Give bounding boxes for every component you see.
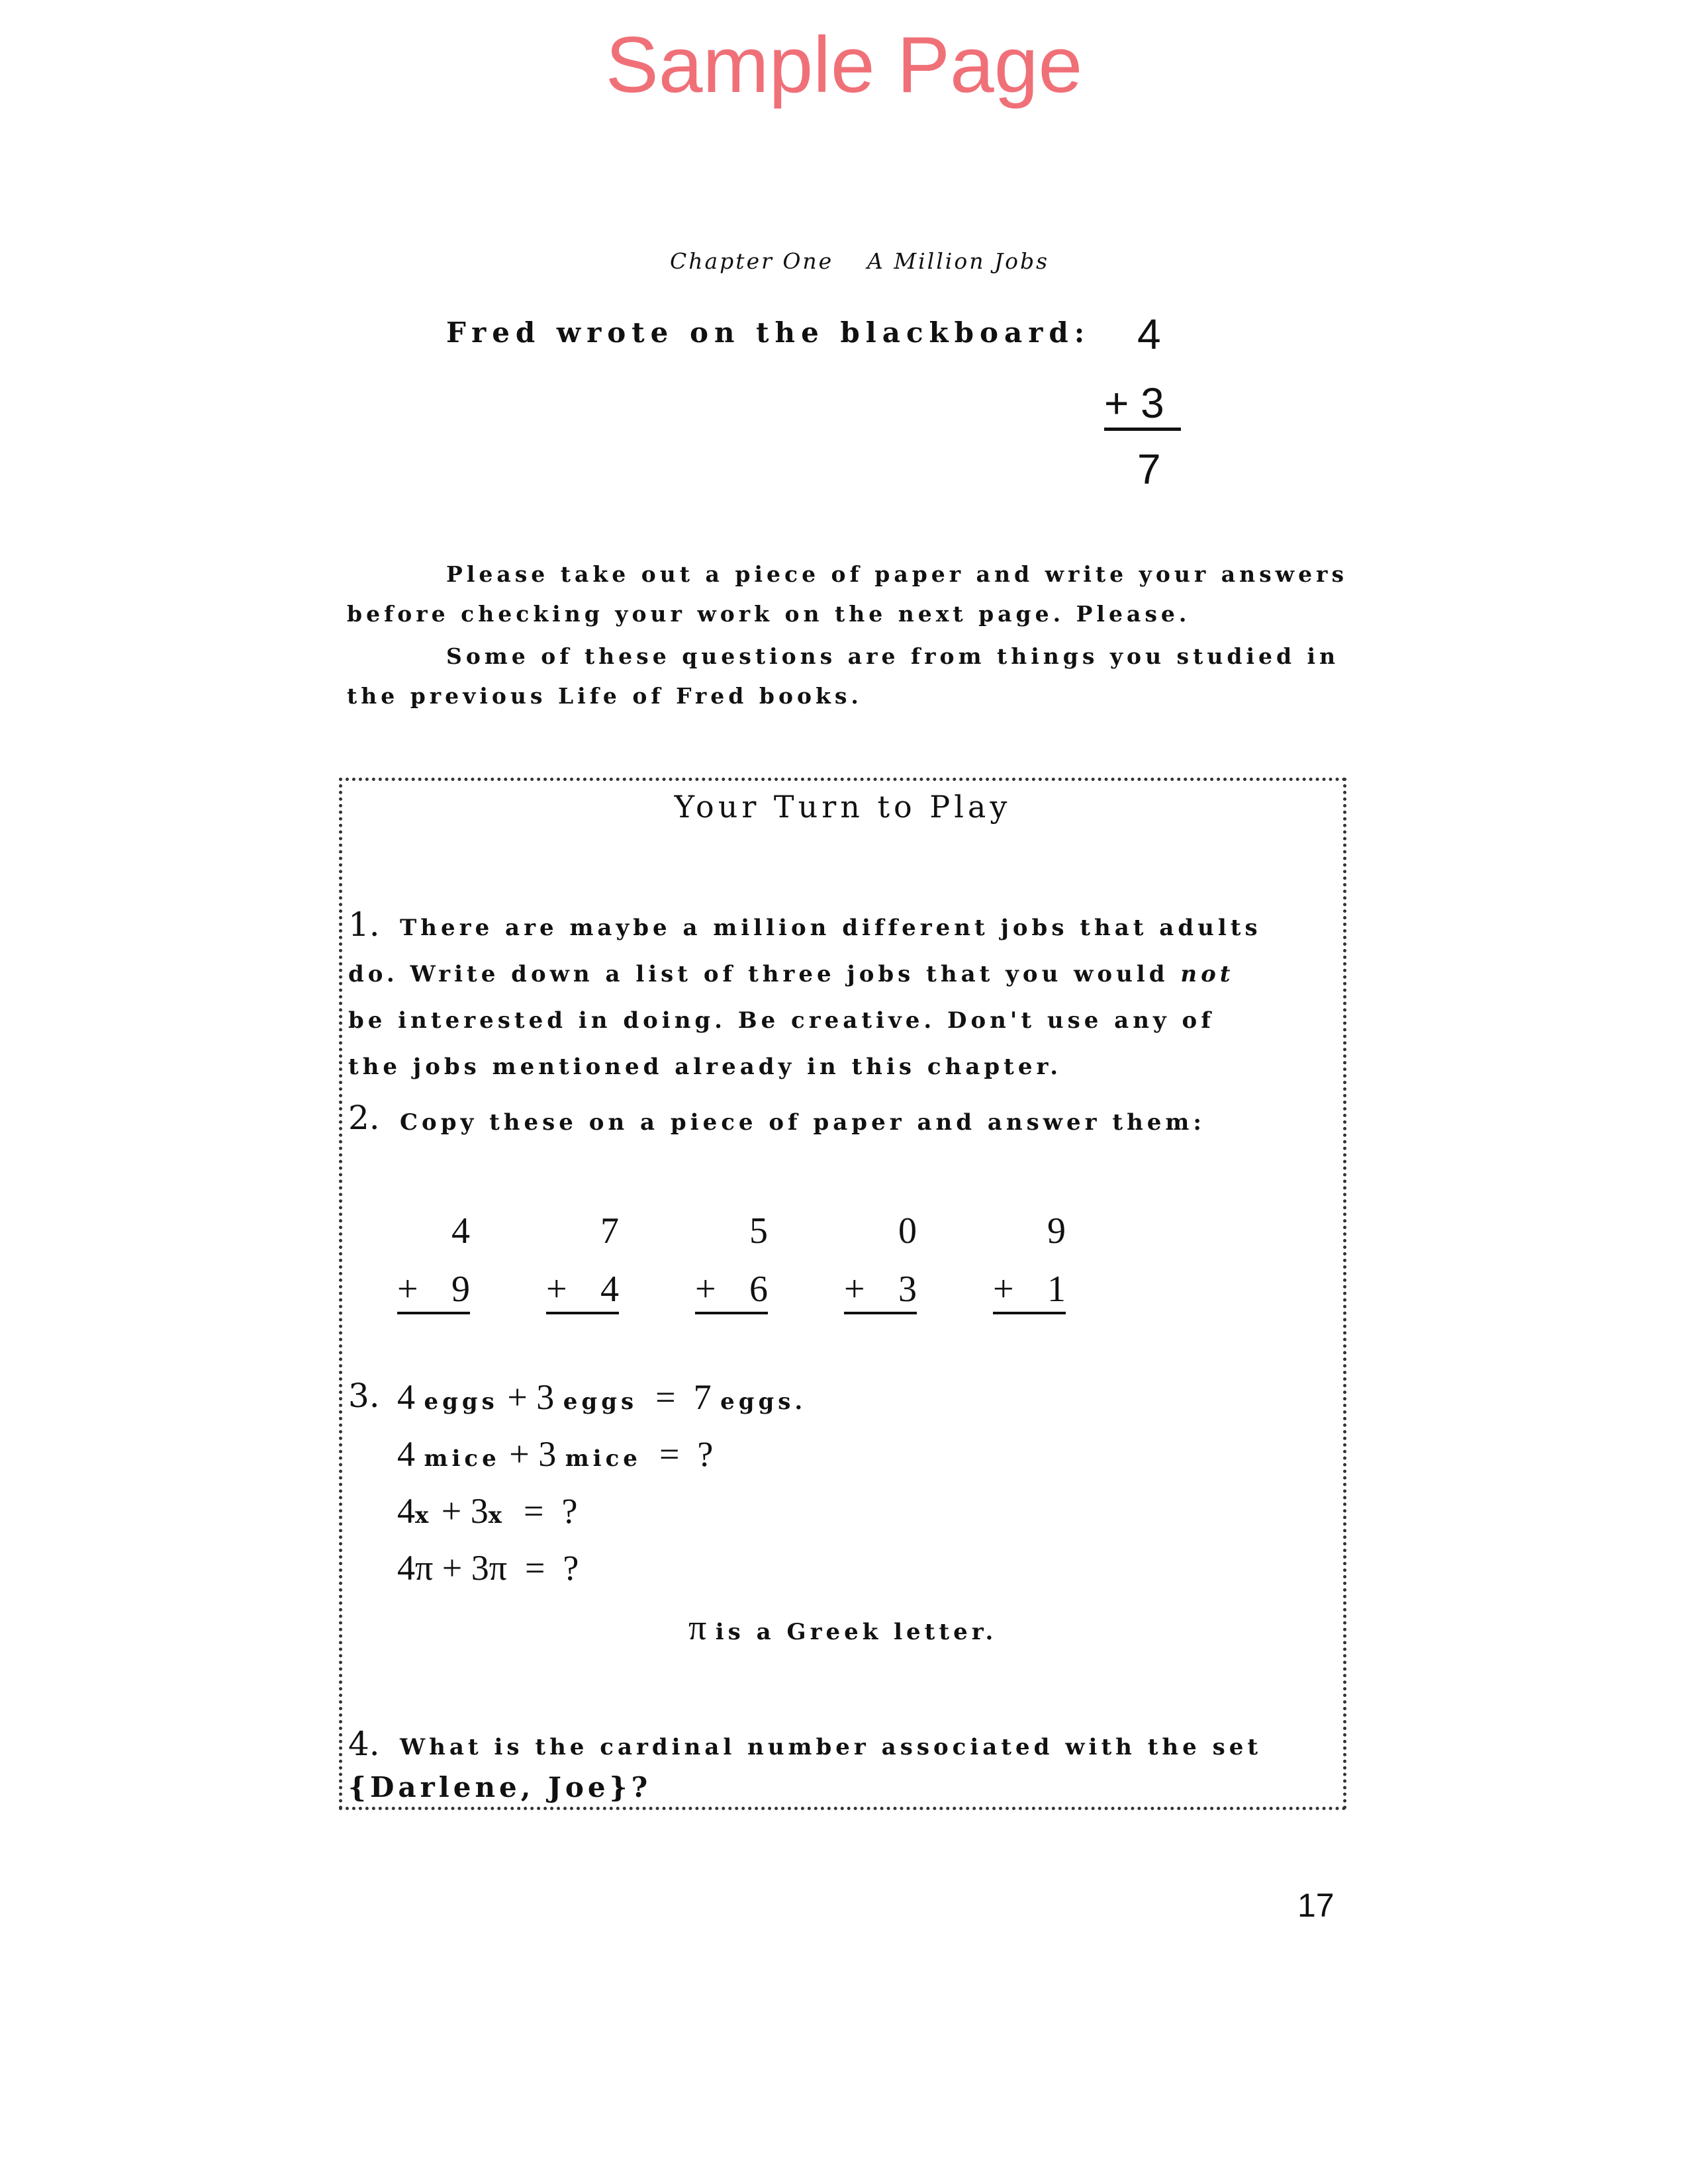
q3-number: 3. — [348, 1377, 380, 1415]
chapter-title: A Million Jobs — [867, 248, 1050, 274]
q3-eq3-a-var: x — [415, 1502, 433, 1529]
problem-5-addend: 1 — [1047, 1269, 1066, 1310]
q3-eq2-b: 3 — [538, 1434, 557, 1474]
q1-line-2 — [348, 961, 1234, 987]
q3-equation-4: 4π + 3π = ? — [397, 1548, 579, 1588]
box-title: Your Turn to Play — [674, 789, 1011, 825]
problem-3-top: 5 — [749, 1210, 768, 1251]
q1-line-1: There are maybe a million different jobs that adults — [400, 915, 1262, 941]
problem-4-bottom — [844, 1269, 917, 1314]
problem-5-bottom — [993, 1269, 1066, 1314]
intro-line-3: Some of these questions are from things you studied in — [446, 643, 1340, 669]
q3-eq3-b-var: x — [488, 1502, 506, 1529]
pi-note-text: is a Greek letter. — [715, 1619, 998, 1645]
q3-eq1-c-word: eggs. — [720, 1388, 807, 1415]
chapter-label: Chapter One — [670, 248, 834, 274]
q4-line-2: {Darlene, Joe}? — [348, 1771, 652, 1803]
q1-line-2-text: do. Write down a list of three jobs that you would — [348, 961, 1181, 987]
blackboard-addend: + 3 — [1104, 379, 1164, 427]
problem-2-top: 7 — [600, 1210, 619, 1251]
q4-number: 4. — [348, 1725, 380, 1763]
problem-4 — [844, 1211, 917, 1314]
q3-eq2-b-word: mice — [565, 1445, 641, 1472]
page-number: 17 — [1297, 1887, 1335, 1924]
problem-3 — [695, 1211, 768, 1314]
q3-eq1-plus: + — [507, 1377, 528, 1417]
q3-eq3-equals: = — [524, 1491, 544, 1531]
pi-symbol: π — [688, 1608, 707, 1647]
q3-eq2-a: 4 — [397, 1434, 415, 1474]
problem-2 — [546, 1211, 619, 1314]
q3-eq3-plus: + — [441, 1491, 462, 1531]
problem-5-top: 9 — [1047, 1210, 1066, 1251]
q3-eq1-equals: = — [655, 1377, 676, 1417]
problem-3-addend: 6 — [749, 1269, 768, 1310]
q3-eq1-c: 7 — [693, 1377, 712, 1417]
problem-4-addend: 3 — [898, 1269, 917, 1310]
q3-equation-3 — [397, 1490, 577, 1531]
q3-eq2-plus: + — [509, 1434, 530, 1474]
problem-3-op: + — [695, 1269, 716, 1310]
q3-eq2-c: ? — [697, 1434, 714, 1474]
q4-line-1: What is the cardinal number associated with the set — [400, 1734, 1262, 1760]
intro-line-2: before checking your work on the next page. Please. — [347, 601, 1191, 627]
blackboard-top-number: 4 — [1137, 310, 1161, 358]
sample-page-watermark: Sample Page — [605, 21, 1083, 109]
problem-3-bottom — [695, 1269, 768, 1314]
q1-line-3: be interested in doing. Be creative. Don't use any of — [348, 1007, 1215, 1034]
q3-equation-2 — [397, 1433, 713, 1475]
q2-text: Copy these on a piece of paper and answer them: — [400, 1109, 1205, 1136]
intro-line-4: the previous Life of Fred books. — [347, 683, 863, 709]
blackboard-sum-line — [1104, 428, 1181, 431]
problem-4-op: + — [844, 1269, 865, 1310]
problem-1-op: + — [397, 1269, 418, 1310]
q3-equation-1 — [397, 1377, 806, 1418]
problem-2-bottom — [546, 1269, 619, 1314]
q1-line-2-emphasis: not — [1180, 961, 1235, 987]
q1-number: 1. — [348, 905, 380, 944]
problem-2-op: + — [546, 1269, 567, 1310]
problem-1-addend: 9 — [451, 1269, 470, 1310]
q3-eq3-a: 4 — [397, 1491, 415, 1531]
q3-eq2-equals: = — [659, 1434, 680, 1474]
q3-eq3-c: ? — [561, 1491, 578, 1531]
q3-eq1-a: 4 — [397, 1377, 415, 1417]
problem-1-top: 4 — [451, 1210, 470, 1251]
problem-1-bottom — [397, 1269, 470, 1314]
blackboard-lead-text: Fred wrote on the blackboard: — [446, 316, 1091, 349]
problem-5 — [993, 1211, 1066, 1314]
q3-eq1-a-word: eggs — [424, 1388, 498, 1415]
q3-pi-note — [688, 1607, 997, 1648]
problem-2-addend: 4 — [600, 1269, 619, 1310]
q3-eq3-b: 3 — [470, 1491, 489, 1531]
problem-5-op: + — [993, 1269, 1014, 1310]
q3-eq1-b-word: eggs — [563, 1388, 638, 1415]
intro-line-1: Please take out a piece of paper and write your answers — [446, 561, 1348, 587]
q1-line-4: the jobs mentioned already in this chapter. — [348, 1054, 1062, 1080]
blackboard-sum: 7 — [1137, 445, 1161, 493]
q3-eq1-b: 3 — [536, 1377, 555, 1417]
problem-4-top: 0 — [898, 1210, 917, 1251]
q3-eq2-a-word: mice — [424, 1445, 500, 1472]
q2-number: 2. — [348, 1099, 380, 1137]
problem-1 — [397, 1211, 470, 1314]
